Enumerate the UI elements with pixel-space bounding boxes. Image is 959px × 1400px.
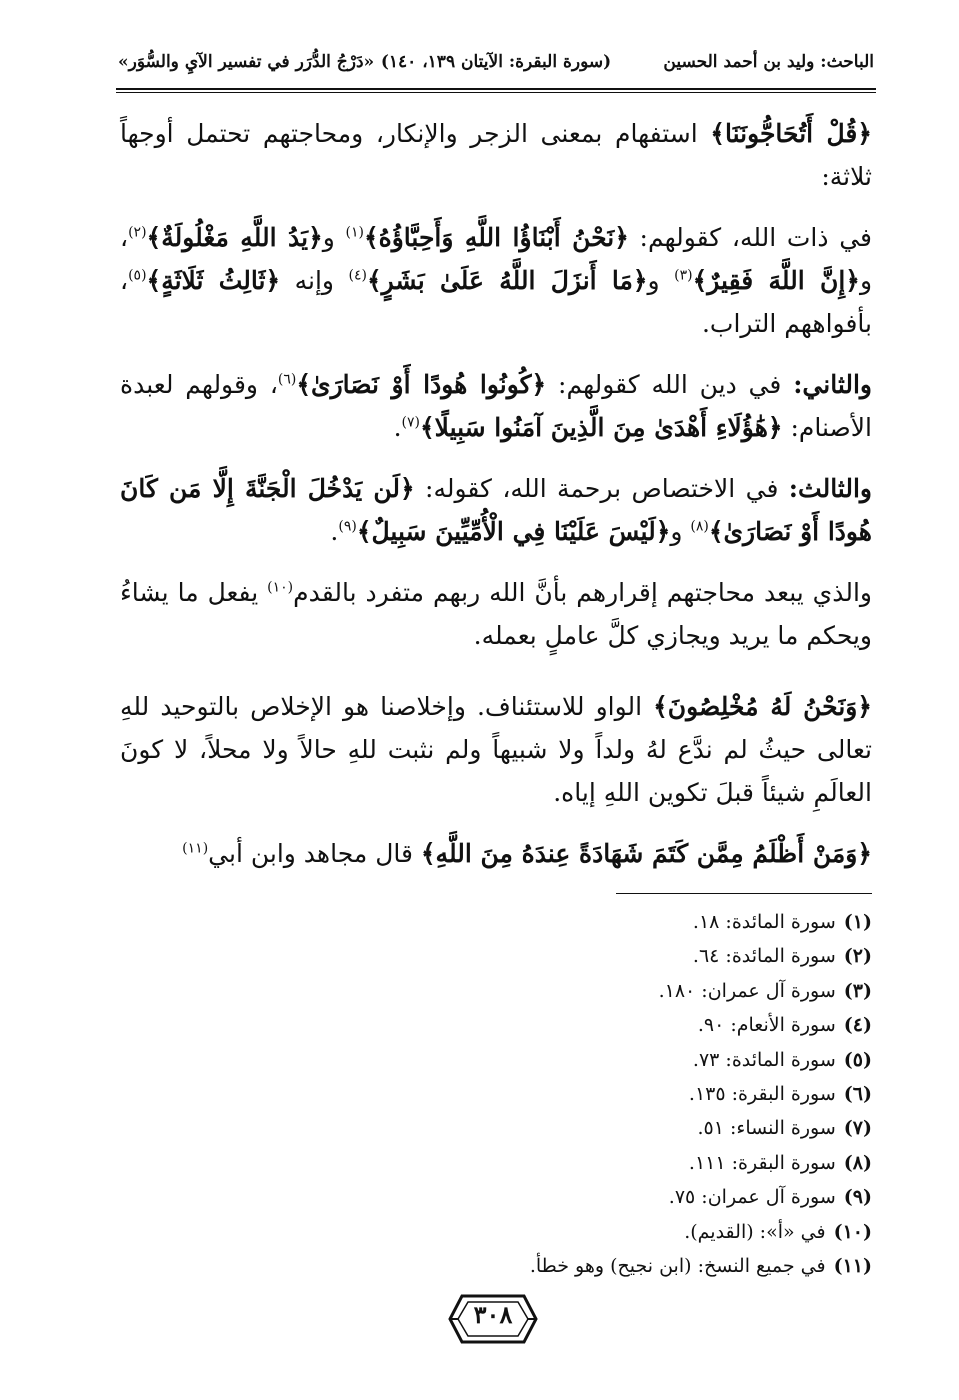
quran-quote: ﴿كُونُوا هُودًا أَوْ نَصَارَىٰ﴾ bbox=[296, 370, 547, 399]
footnote-item bbox=[120, 1111, 872, 1145]
paragraph-3 bbox=[120, 363, 872, 449]
footnote-text: سورة البقرة: ١٣٥. bbox=[688, 1083, 836, 1106]
paragraph-text: . bbox=[393, 413, 402, 442]
footnote-ref[interactable]: (١١) bbox=[182, 840, 209, 857]
footnote-item bbox=[120, 1215, 872, 1249]
quran-quote: ﴿ثَالِثُ ثَلَاثَةٍ﴾ bbox=[146, 266, 281, 295]
footnote-number: (١٠) bbox=[833, 1220, 872, 1243]
footnote-number: (١١) bbox=[833, 1255, 872, 1278]
paragraph-6 bbox=[120, 685, 872, 814]
paragraph-4 bbox=[120, 467, 872, 553]
footnote-text: سورة الأنعام: ٩٠. bbox=[697, 1014, 836, 1037]
paragraph-2 bbox=[120, 216, 872, 345]
paragraph-text: و bbox=[670, 517, 691, 546]
paragraph-text: ، و bbox=[120, 223, 873, 295]
page-number: ٣٠٨ bbox=[473, 1300, 513, 1329]
footnote-text: سورة المائدة: ٦٤. bbox=[692, 945, 836, 968]
footnote-item bbox=[120, 1180, 872, 1214]
footnote-ref[interactable]: (٤) bbox=[348, 267, 367, 284]
header-surah-reference: (سورة البقرة: الآيتان ١٣٩، ١٤٠) bbox=[380, 52, 612, 72]
paragraph-text: يفعل ما يشاءُ ويحكم ما يريد ويجازي كلَّ عاملٍ بعمله. bbox=[120, 578, 872, 650]
footnote-text: في «أ»: (القديم). bbox=[684, 1220, 826, 1243]
footnote-item bbox=[120, 1008, 872, 1042]
footnote-text: سورة آل عمران: ١٨٠. bbox=[658, 979, 836, 1002]
footnote-number: (٦) bbox=[843, 1083, 872, 1106]
footnote-ref[interactable]: (٣) bbox=[674, 267, 693, 284]
footnote-number: (٧) bbox=[843, 1117, 872, 1140]
footnote-number: (٥) bbox=[843, 1048, 872, 1071]
quran-quote: ﴿وَنَحْنُ لَهُ مُخْلِصُونَ﴾ bbox=[653, 692, 872, 721]
footnote-divider bbox=[616, 893, 872, 894]
paragraph-text: في دين الله كقولهم: bbox=[546, 370, 794, 399]
header-divider bbox=[116, 88, 876, 90]
footnote-ref[interactable]: (٧) bbox=[401, 414, 420, 431]
quran-quote: ﴿نَحْنُ أَبْنَاؤُا اللَّهِ وَأَحِبَّاؤُهُ﴾ bbox=[363, 223, 629, 252]
footnote-text: سورة النساء: ٥١. bbox=[697, 1117, 836, 1140]
footnote-ref[interactable]: (٨) bbox=[690, 518, 709, 535]
footnote-item bbox=[120, 905, 872, 939]
paragraph-5 bbox=[120, 571, 872, 657]
footnote-item bbox=[120, 1249, 872, 1283]
header-divider-thin bbox=[116, 92, 876, 93]
header-book-title: «دَرْجُ الدُّرَر في تفسير الآيِ والسُّوَر» bbox=[118, 52, 375, 72]
quran-quote: ﴿لَن يَدْخُلَ الْجَنَّةَ إِلَّا مَن كَانَ هُودًا أَوْ نَصَارَىٰ﴾ bbox=[120, 474, 872, 546]
page-number-ornament bbox=[448, 1288, 538, 1350]
footnote-number: (٨) bbox=[843, 1151, 872, 1174]
paragraph-text: وإنه bbox=[280, 266, 349, 295]
footnote-ref[interactable]: (١) bbox=[345, 224, 364, 241]
footnote-text: سورة البقرة: ١١١. bbox=[688, 1151, 836, 1174]
footnote-ref[interactable]: (٥) bbox=[128, 267, 147, 284]
footnote-item bbox=[120, 1043, 872, 1077]
footnote-ref[interactable]: (٢) bbox=[128, 224, 147, 241]
quran-quote: ﴿مَا أَنزَلَ اللَّهُ عَلَىٰ بَشَرٍ﴾ bbox=[366, 266, 648, 295]
paragraph-text: و bbox=[647, 266, 675, 295]
footnote-text: سورة المائدة: ٧٣. bbox=[692, 1048, 836, 1071]
footnote-text: سورة آل عمران: ٧٥. bbox=[668, 1186, 836, 1209]
quran-quote: ﴿هَٰؤُلَاءِ أَهْدَىٰ مِنَ الَّذِينَ آمَنُوا سَبِيلًا﴾ bbox=[420, 413, 783, 442]
paragraph-text: والذي يبعد محاجتهم إقرارهم بأنَّ الله ربهم متفرد بالقدم bbox=[293, 578, 872, 607]
paragraph-text: قال مجاهد وابن أبي bbox=[208, 839, 421, 868]
header-author: الباحث: وليد بن أحمد الحسين bbox=[663, 52, 874, 72]
footnote-number: (٢) bbox=[843, 945, 872, 968]
paragraph-text: ، بأفواههم التراب. bbox=[120, 266, 872, 338]
footnote-number: (٩) bbox=[843, 1186, 872, 1209]
footnote-text: سورة المائدة: ١٨. bbox=[692, 911, 836, 933]
footnotes bbox=[120, 905, 872, 1283]
footnote-ref[interactable]: (٩) bbox=[338, 518, 357, 535]
footnote-item bbox=[120, 939, 872, 973]
footnote-ref[interactable]: (١٠) bbox=[267, 579, 294, 596]
footnote-item bbox=[120, 974, 872, 1008]
paragraph-text: في ذات الله، كقولهم: bbox=[628, 223, 872, 252]
footnote-ref[interactable]: (٦) bbox=[277, 371, 297, 388]
footnote-item bbox=[120, 1146, 872, 1180]
paragraph-text: الواو للاستئناف. وإخلاصنا هو الإخلاص بالتوحيد للهِ تعالى حيثُ لم ندَّع لهُ ولداً ولا شبيهاً ولم نثبت للهِ حالاً ولا محلاً، لا كونَ العالَمِ شيئاً قبلَ تكوين اللهِ إياه. bbox=[120, 692, 872, 807]
quran-quote: ﴿وَمَنْ أَظْلَمُ مِمَّن كَتَمَ شَهَادَةً عِندَهُ مِنَ اللَّهِ﴾ bbox=[420, 839, 872, 868]
main-text bbox=[120, 112, 872, 893]
running-header bbox=[118, 52, 874, 82]
section-label: والثالث: bbox=[788, 474, 872, 503]
paragraph-text: . bbox=[330, 517, 339, 546]
section-label: والثاني: bbox=[793, 370, 873, 399]
paragraph-text: و bbox=[322, 223, 346, 252]
paragraph-7 bbox=[120, 832, 872, 875]
paragraph-1 bbox=[120, 112, 872, 198]
quran-quote: ﴿قُلْ أَتُحَاجُّونَنَا﴾ bbox=[710, 119, 872, 148]
quran-quote: ﴿يَدُ اللَّهِ مَغْلُولَةٌ﴾ bbox=[146, 223, 323, 252]
footnote-text: في جميع النسخ: (ابن نجيح) وهو خطأ. bbox=[529, 1255, 826, 1278]
paragraph-text: ، وقولهم لعبدة الأصنام: bbox=[120, 370, 872, 442]
paragraph-text: استفهام بمعنى الزجر والإنكار، ومحاجتهم تحتمل أوجهاً ثلاثة: bbox=[120, 119, 872, 191]
footnote-number: (٤) bbox=[843, 1014, 872, 1037]
quran-quote: ﴿إِنَّ اللَّهَ فَقِيرٌ﴾ bbox=[692, 266, 860, 295]
paragraph-text: في الاختصاص برحمة الله، كقوله: bbox=[414, 474, 789, 503]
quran-quote: ﴿لَيْسَ عَلَيْنَا فِي الْأُمِّيِّينَ سَبِيلٌ﴾ bbox=[356, 517, 671, 546]
footnote-item bbox=[120, 1077, 872, 1111]
footnote-number: (١) bbox=[843, 911, 872, 933]
footnote-number: (٣) bbox=[843, 979, 872, 1002]
